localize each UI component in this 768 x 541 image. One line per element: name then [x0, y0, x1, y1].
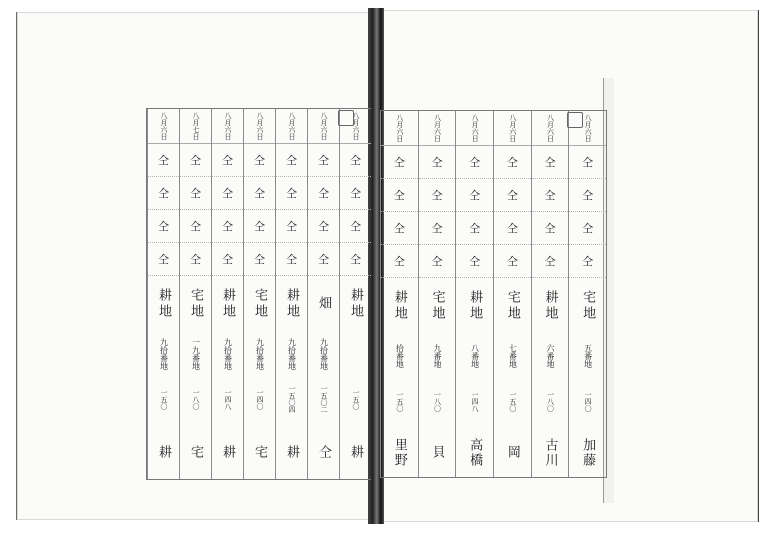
- plot-number-cell: 九拾番地: [223, 338, 233, 370]
- ditto-mark: 仝: [419, 245, 456, 278]
- ditto-mark: 仝: [212, 210, 243, 243]
- ditto-mark: 仝: [381, 179, 418, 212]
- ditto-mark: 仝: [340, 144, 371, 177]
- plot-number-cell: 九拾番地: [287, 338, 297, 370]
- plot-number-cell: 一九番地: [191, 338, 201, 370]
- ditto-mark: 仝: [276, 210, 307, 243]
- register-column: [493, 111, 531, 477]
- plot-number-cell: 九拾番地: [319, 338, 329, 370]
- ditto-mark: 仝: [148, 144, 179, 177]
- ditto-mark: 仝: [494, 245, 531, 278]
- ditto-mark: 仝: [456, 212, 493, 245]
- seal-stamp: [567, 112, 583, 128]
- date-cell: 八月六日: [456, 111, 493, 146]
- date-cell: 八月六日: [494, 111, 531, 146]
- land-use-cell: 耕地: [542, 290, 558, 322]
- owner-cell: 宅: [188, 445, 203, 460]
- owner-cell: 耕: [284, 445, 299, 460]
- register-column: [179, 109, 211, 479]
- ditto-mark: 仝: [244, 144, 275, 177]
- owner-cell: 貝: [429, 445, 445, 460]
- ditto-mark: 仝: [419, 179, 456, 212]
- date-cell: 八月六日: [569, 111, 606, 146]
- right-register-table: [380, 110, 607, 478]
- register-column: [307, 109, 339, 479]
- land-use-cell: 耕地: [220, 288, 235, 320]
- date-cell: 八月六日: [244, 109, 275, 144]
- register-column: [147, 109, 179, 479]
- date-cell: 八月六日: [308, 109, 339, 144]
- area-cell: 一五〇: [508, 390, 517, 412]
- register-column: [418, 111, 456, 477]
- area-cell: 一四八: [471, 390, 480, 412]
- register-column: [243, 109, 275, 479]
- land-use-cell: 耕地: [156, 288, 171, 320]
- area-cell: 一八〇: [546, 390, 555, 412]
- owner-cell: 仝: [316, 445, 331, 460]
- ditto-mark: 仝: [244, 210, 275, 243]
- register-column: [339, 109, 371, 479]
- land-use-cell: 耕地: [348, 288, 363, 320]
- plot-number-cell: 六番地: [546, 344, 555, 368]
- owner-cell: 宅: [252, 445, 267, 460]
- ditto-mark: 仝: [180, 243, 211, 276]
- ditto-mark: 仝: [532, 179, 569, 212]
- land-use-cell: 宅地: [188, 288, 203, 320]
- land-use-cell: 耕地: [284, 288, 299, 320]
- ditto-mark: 仝: [569, 245, 606, 278]
- ditto-mark: 仝: [212, 144, 243, 177]
- date-cell: 八月六日: [340, 109, 371, 144]
- land-use-cell: 宅地: [504, 290, 520, 322]
- owner-cell: 耕: [220, 445, 235, 460]
- land-use-cell: 畑: [316, 296, 331, 312]
- ditto-mark: 仝: [532, 146, 569, 179]
- ditto-mark: 仝: [340, 210, 371, 243]
- ditto-mark: 仝: [148, 210, 179, 243]
- date-cell: 八月六日: [419, 111, 456, 146]
- ditto-mark: 仝: [308, 243, 339, 276]
- ditto-mark: 仝: [340, 243, 371, 276]
- ditto-mark: 仝: [180, 144, 211, 177]
- owner-cell: 耕: [156, 445, 171, 460]
- ditto-mark: 仝: [308, 177, 339, 210]
- plot-number-cell: 九番地: [432, 344, 442, 368]
- register-column: [455, 111, 493, 477]
- area-cell: 一五〇: [352, 388, 360, 410]
- area-cell: 一八〇: [433, 390, 442, 412]
- ditto-mark: 仝: [381, 146, 418, 179]
- ditto-mark: 仝: [569, 212, 606, 245]
- date-cell: 八月六日: [148, 109, 179, 144]
- ditto-mark: 仝: [569, 146, 606, 179]
- land-use-cell: 宅地: [429, 290, 445, 322]
- ditto-mark: 仝: [244, 177, 275, 210]
- ditto-mark: 仝: [532, 245, 569, 278]
- plot-number-cell: 九拾番地: [159, 338, 169, 370]
- ditto-mark: 仝: [381, 212, 418, 245]
- land-use-cell: 耕地: [467, 290, 483, 322]
- owner-cell: 里野: [391, 437, 407, 468]
- ditto-mark: 仝: [276, 144, 307, 177]
- plot-number-cell: 五番地: [583, 344, 593, 368]
- date-cell: 八月六日: [276, 109, 307, 144]
- plot-number-cell: [340, 332, 371, 376]
- area-cell: 一五〇: [395, 390, 404, 412]
- ditto-mark: 仝: [308, 210, 339, 243]
- land-use-cell: 宅地: [252, 288, 267, 320]
- area-cell: 一五〇四: [288, 385, 296, 413]
- area-cell: 一四〇: [584, 390, 593, 412]
- register-column: [380, 111, 418, 477]
- ditto-mark: 仝: [276, 177, 307, 210]
- ditto-mark: 仝: [494, 212, 531, 245]
- date-cell: 八月六日: [212, 109, 243, 144]
- ditto-mark: 仝: [212, 177, 243, 210]
- ditto-mark: 仝: [381, 245, 418, 278]
- ditto-mark: 仝: [419, 146, 456, 179]
- register-column: [211, 109, 243, 479]
- ditto-mark: 仝: [148, 177, 179, 210]
- ditto-mark: 仝: [148, 243, 179, 276]
- register-column: [275, 109, 307, 479]
- ditto-mark: 仝: [494, 146, 531, 179]
- owner-cell: 古川: [542, 437, 558, 468]
- owner-cell: 加藤: [580, 437, 596, 468]
- ditto-mark: 仝: [456, 245, 493, 278]
- area-cell: 一五〇二: [320, 385, 328, 413]
- area-cell: 一五〇: [160, 388, 168, 410]
- plot-number-cell: 七番地: [508, 344, 518, 368]
- plot-number-cell: 八番地: [470, 344, 480, 368]
- land-use-cell: 耕地: [391, 290, 407, 322]
- area-cell: 一四八: [224, 388, 232, 410]
- plot-number-cell: 拾番地: [395, 344, 405, 368]
- ditto-mark: 仝: [456, 146, 493, 179]
- area-cell: 一四〇: [256, 388, 264, 410]
- ditto-mark: 仝: [308, 144, 339, 177]
- left-register-table: [146, 108, 371, 480]
- ditto-mark: 仝: [340, 177, 371, 210]
- area-cell: 一八〇: [192, 388, 200, 410]
- seal-stamp: [338, 110, 354, 126]
- land-use-cell: 宅地: [580, 290, 596, 322]
- ditto-mark: 仝: [532, 212, 569, 245]
- ditto-mark: 仝: [212, 243, 243, 276]
- ditto-mark: 仝: [244, 243, 275, 276]
- ditto-mark: 仝: [569, 179, 606, 212]
- date-cell: 八月七日: [180, 109, 211, 144]
- ditto-mark: 仝: [276, 243, 307, 276]
- owner-cell: 岡: [504, 445, 520, 460]
- date-cell: 八月六日: [532, 111, 569, 146]
- ditto-mark: 仝: [180, 177, 211, 210]
- ditto-mark: 仝: [456, 179, 493, 212]
- register-column: [531, 111, 569, 477]
- ditto-mark: 仝: [494, 179, 531, 212]
- owner-cell: 高橋: [467, 437, 483, 468]
- date-cell: 八月六日: [381, 111, 418, 146]
- ditto-mark: 仝: [180, 210, 211, 243]
- owner-cell: 耕: [348, 445, 363, 460]
- register-column: [568, 111, 606, 477]
- ditto-mark: 仝: [419, 212, 456, 245]
- plot-number-cell: 九拾番地: [255, 338, 265, 370]
